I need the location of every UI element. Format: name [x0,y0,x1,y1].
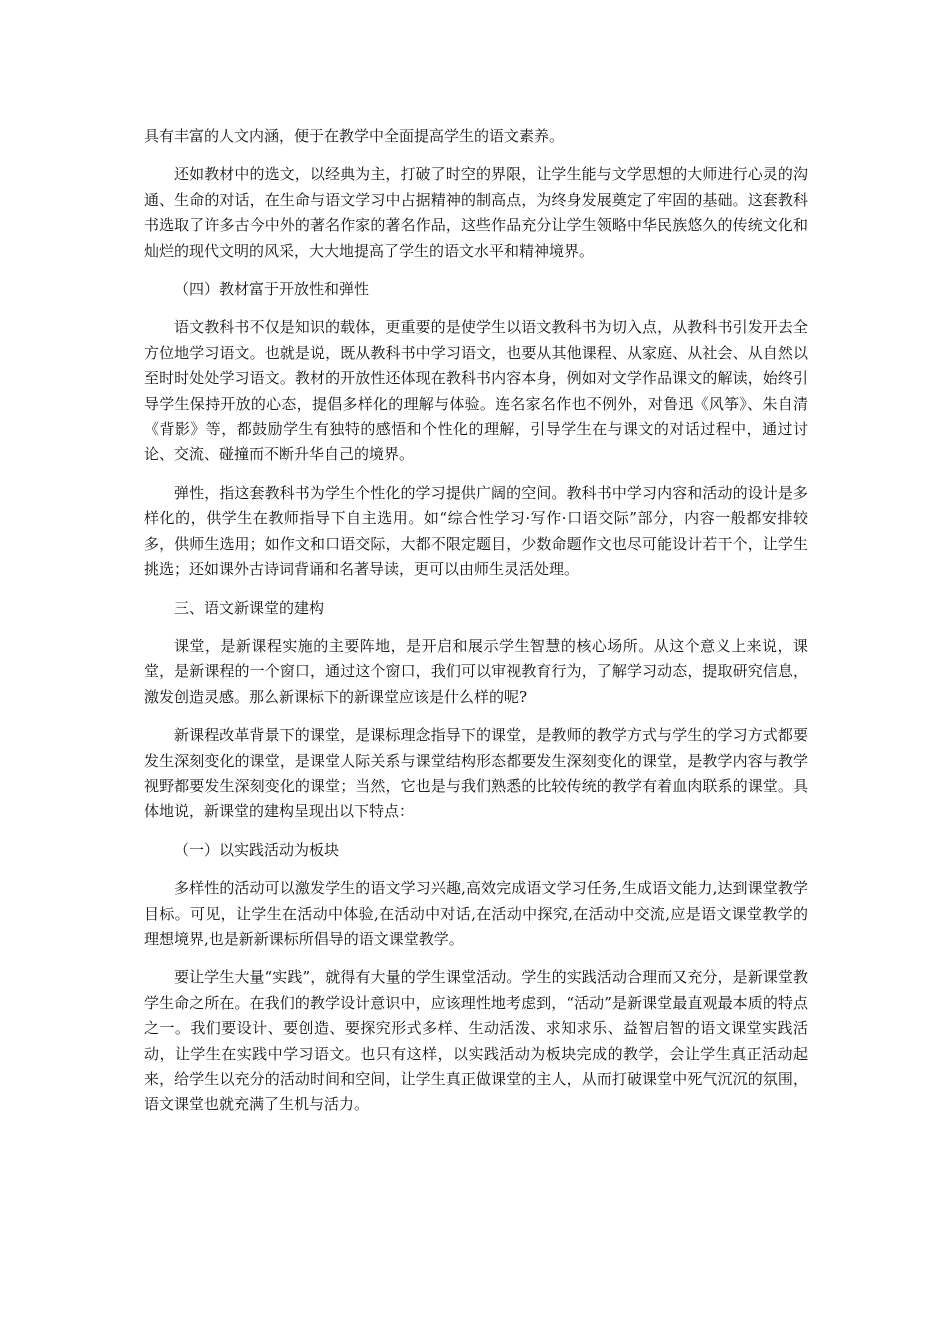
section-heading-new-classroom: 三、语文新课堂的建构 [174,598,325,617]
section-heading-openness: （四）教材富于开放性和弹性 [174,280,370,299]
paragraph-flexibility: 弹性，指这套教科书为学生个性化的学习提供广阔的空间。教科书中学习内容和活动的设计是多样化的，供学生在教师指导下自主选用。如“综合性学习·写作·口语交际”部分，内容一般都安排较多，供师生选用；如作文和口语交际，大都不限定题目，少数命题作文也尽可能设计若干个，让学生挑选；还如课外古诗词背诵和名著导读，更可以由师生灵活处理。 [144,483,808,579]
paragraph-selected-texts: 还如教材中的选文，以经典为主，打破了时空的界限，让学生能与文学思想的大师进行心灵的沟通、生命的对话，在生命与语文学习中占据精神的制高点，为终身发展奠定了牢固的基础。这套教科书选取了许多古今中外的著名作家的著名作品，这些作品充分让学生领略中华民族悠久的传统文化和灿烂的现代文明的风采，大大地提高了学生的语文水平和精神境界。 [144,165,808,260]
paragraph-activities: 多样性的活动可以激发学生的语文学习兴趣,高效完成语文学习任务,生成语文能力,达到课堂教学目标。可见，让学生在活动中体验,在活动中对话,在活动中探究,在活动中交流,应是语文课堂教学的理想境界,也是新新课标所倡导的语文课堂教学。 [144,879,808,948]
paragraph-classroom-features: 新课程改革背景下的课堂，是课标理念指导下的课堂，是教师的教学方式与学生的学习方式都要发生深刻变化的课堂，是课堂人际关系与课堂结构形态都要发生深刻变化的课堂，是教学内容与教学视野都要发生深刻变化的课堂；当然，它也是与我们熟悉的比较传统的教学有着血肉联系的课堂。具体地说，新课堂的建构呈现出以下特点： [144,726,808,821]
paragraph-continued: 具有丰富的人文内涵，便于在教学中全面提高学生的语文素养。 [144,127,565,145]
section-heading-practice-activities: （一）以实践活动为板块 [174,840,340,859]
paragraph-practice: 要让学生大量“实践”，就得有大量的学生课堂活动。学生的实践活动合理而又充分，是新课堂教学生命之所在。在我们的教学设计意识中，应该理性地考虑到，“活动”是新课堂最直观最本质的特点之一。我们要设计、要创造、要探究形式多样、生动活泼、求知求乐、益智启智的语文课堂实践活动，让学生在实践中学习语文。也只有这样，以实践活动为板块完成的教学，会让学生真正活动起来，给学生以充分的活动时间和空间，让学生真正做课堂的主人，从而打破课堂中死气沉沉的氛围，语文课堂也就充满了生机与活力。 [144,968,808,1114]
paragraph-classroom-intro: 课堂，是新课程实施的主要阵地，是开启和展示学生智慧的核心场所。从这个意义上来说，课堂，是新课程的一个窗口，通过这个窗口，我们可以审视教育行为，了解学习动态，提取研究信息，激发创造灵感。那么新课标下的新课堂应该是什么样的呢? [144,636,808,706]
document-body [144,124,808,1131]
paragraph-openness: 语文教科书不仅是知识的载体，更重要的是使学生以语文教科书为切入点，从教科书引发开去全方位地学习语文。也就是说，既从教科书中学习语文，也要从其他课程、从家庭、从社会、从自然以至时时处处学习语文。教材的开放性还体现在教科书内容本身，例如对文学作品课文的解读，始终引导学生保持开放的心态，提倡多样化的理解与体验。连名家名作也不例外，对鲁迅《风筝》、朱自清《背影》等，都鼓励学生有独特的感悟和个性化的理解，引导学生在与课文的对话过程中，通过讨论、交流、碰撞而不断升华自己的境界。 [144,318,808,464]
